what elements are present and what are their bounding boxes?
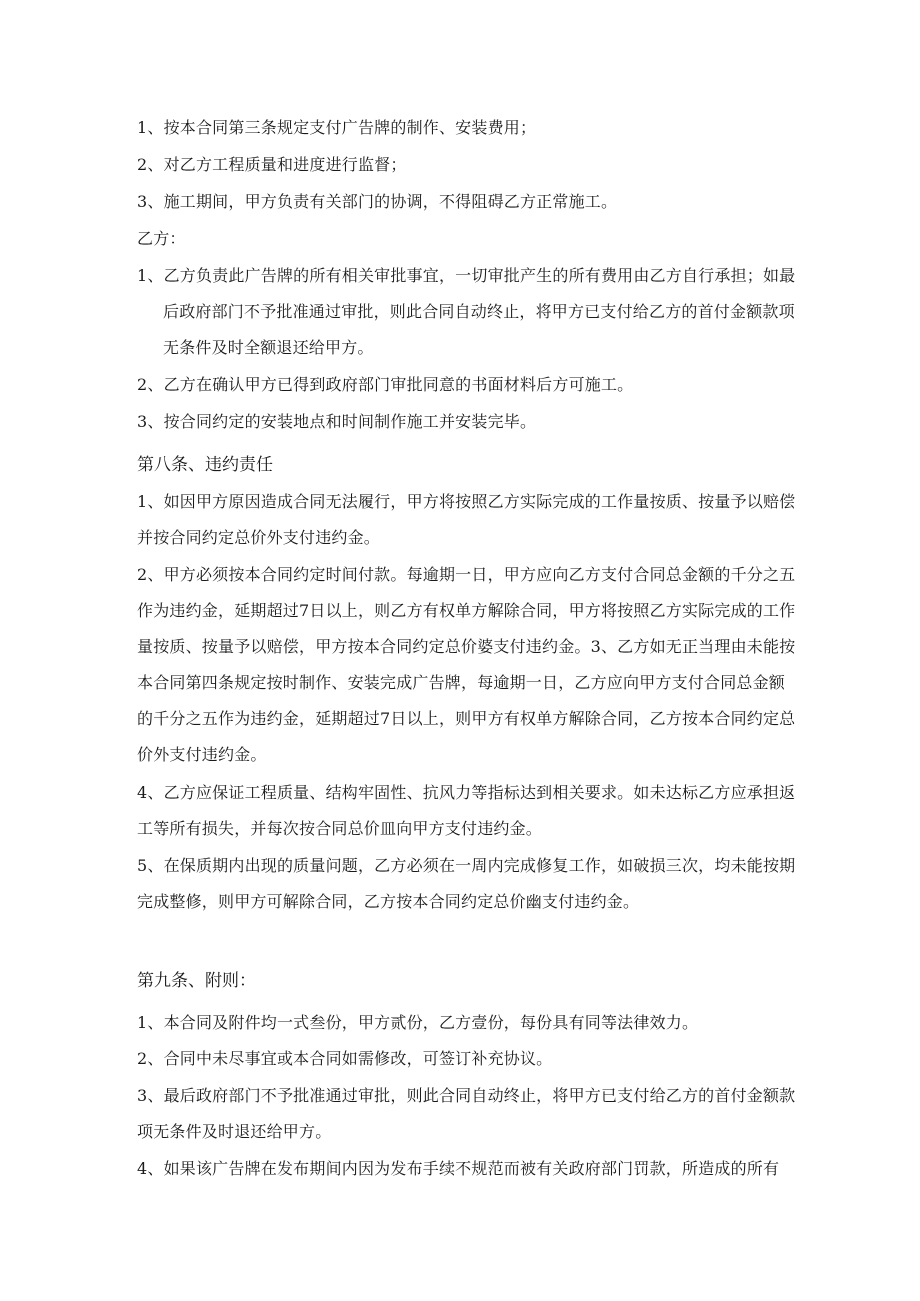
article-8-item-2-line-4: 本合同第四条规定按时制作、安装完成广告牌，每逾期一日，乙方应向甲方支付合同总金额 bbox=[137, 673, 786, 692]
party-b-duty-1-line-1: 1、乙方负责此广告牌的所有相关审批事宜，一切审批产生的所有费用由乙方自行承担；如最 bbox=[137, 266, 796, 285]
article-9-item-2: 2、合同中未尽事宜或本合同如需修改，可签订补充协议。 bbox=[137, 1049, 553, 1068]
party-a-duty-3: 3、施工期间，甲方负责有关部门的协调，不得阻碍乙方正常施工。 bbox=[137, 192, 618, 211]
article-8-item-5-line-1: 5、在保质期内出现的质量问题，乙方必须在一周内完成修复工作，如破损三次，均未能按期 bbox=[137, 856, 796, 875]
article-8-item-4-line-2: 工等所有损失，并每次按合同总价皿向甲方支付违约金。 bbox=[137, 819, 543, 838]
article-8-item-2-line-3: 量按质、按量予以赔偿，甲方按本合同约定总价婆支付违约金。3、乙方如无正当理由未能按 bbox=[137, 637, 796, 656]
article-9-item-3-line-1: 3、最后政府部门不予批准通过审批，则此合同自动终止，将甲方已支付给乙方的首付金额款 bbox=[137, 1086, 796, 1105]
article-9-item-4: 4、如果该广告牌在发布期间内因为发布手续不规范而被有关政府部门罚款，所造成的所有 bbox=[137, 1159, 780, 1178]
party-b-duty-1-line-3: 无条件及时全额退还给甲方。 bbox=[163, 338, 374, 357]
article-9-title: 第九条、附则： bbox=[137, 971, 256, 991]
article-8-item-1-line-2: 并按合同约定总价外支付违约金。 bbox=[137, 528, 381, 547]
party-a-duty-2: 2、对乙方工程质量和进度进行监督； bbox=[137, 155, 407, 174]
party-b-label: 乙方： bbox=[137, 229, 186, 248]
party-b-duty-1-line-2: 后政府部门不予批准通过审批，则此合同自动终止，将甲方已支付给乙方的首付金额款项 bbox=[163, 302, 795, 321]
article-8-item-2-line-2: 作为违约金，延期超过7日以上，则乙方有权单方解除合同，甲方将按照乙方实际完成的工作 bbox=[137, 601, 796, 620]
article-9-item-1: 1、本合同及附件均一式叁份，甲方贰份，乙方壹份，每份具有同等法律效力。 bbox=[137, 1013, 699, 1032]
article-8-item-4-line-1: 4、乙方应保证工程质量、结构牢固性、抗风力等指标达到相关要求。如未达标乙方应承担返 bbox=[137, 783, 796, 802]
article-8-item-2-line-5: 的千分之五作为违约金，延期超过7日以上，则甲方有权单方解除合同，乙方按本合同约定总 bbox=[137, 709, 796, 728]
article-9-item-3-line-2: 项无条件及时退还给甲方。 bbox=[137, 1122, 332, 1141]
article-8-item-5-line-2: 完成整修，则甲方可解除合同，乙方按本合同约定总价幽支付违约金。 bbox=[137, 892, 640, 911]
party-b-duty-2: 2、乙方在确认甲方已得到政府部门审批同意的书面材料后方可施工。 bbox=[137, 375, 634, 394]
article-8-title: 第八条、违约责任 bbox=[137, 455, 273, 475]
article-8-item-2-line-6: 价外支付违约金。 bbox=[137, 745, 267, 764]
article-8-item-1-line-1: 1、如因甲方原因造成合同无法履行，甲方将按照乙方实际完成的工作量按质、按量予以赔偿 bbox=[137, 492, 796, 511]
party-b-duty-3: 3、按合同约定的安装地点和时间制作施工并安装完毕。 bbox=[137, 412, 537, 431]
party-a-duty-1: 1、按本合同第三条规定支付广告牌的制作、安装费用； bbox=[137, 118, 537, 137]
article-8-item-2-line-1: 2、甲方必须按本合同约定时间付款。每逾期一日，甲方应向乙方支付合同总金额的千分之五 bbox=[137, 565, 796, 584]
